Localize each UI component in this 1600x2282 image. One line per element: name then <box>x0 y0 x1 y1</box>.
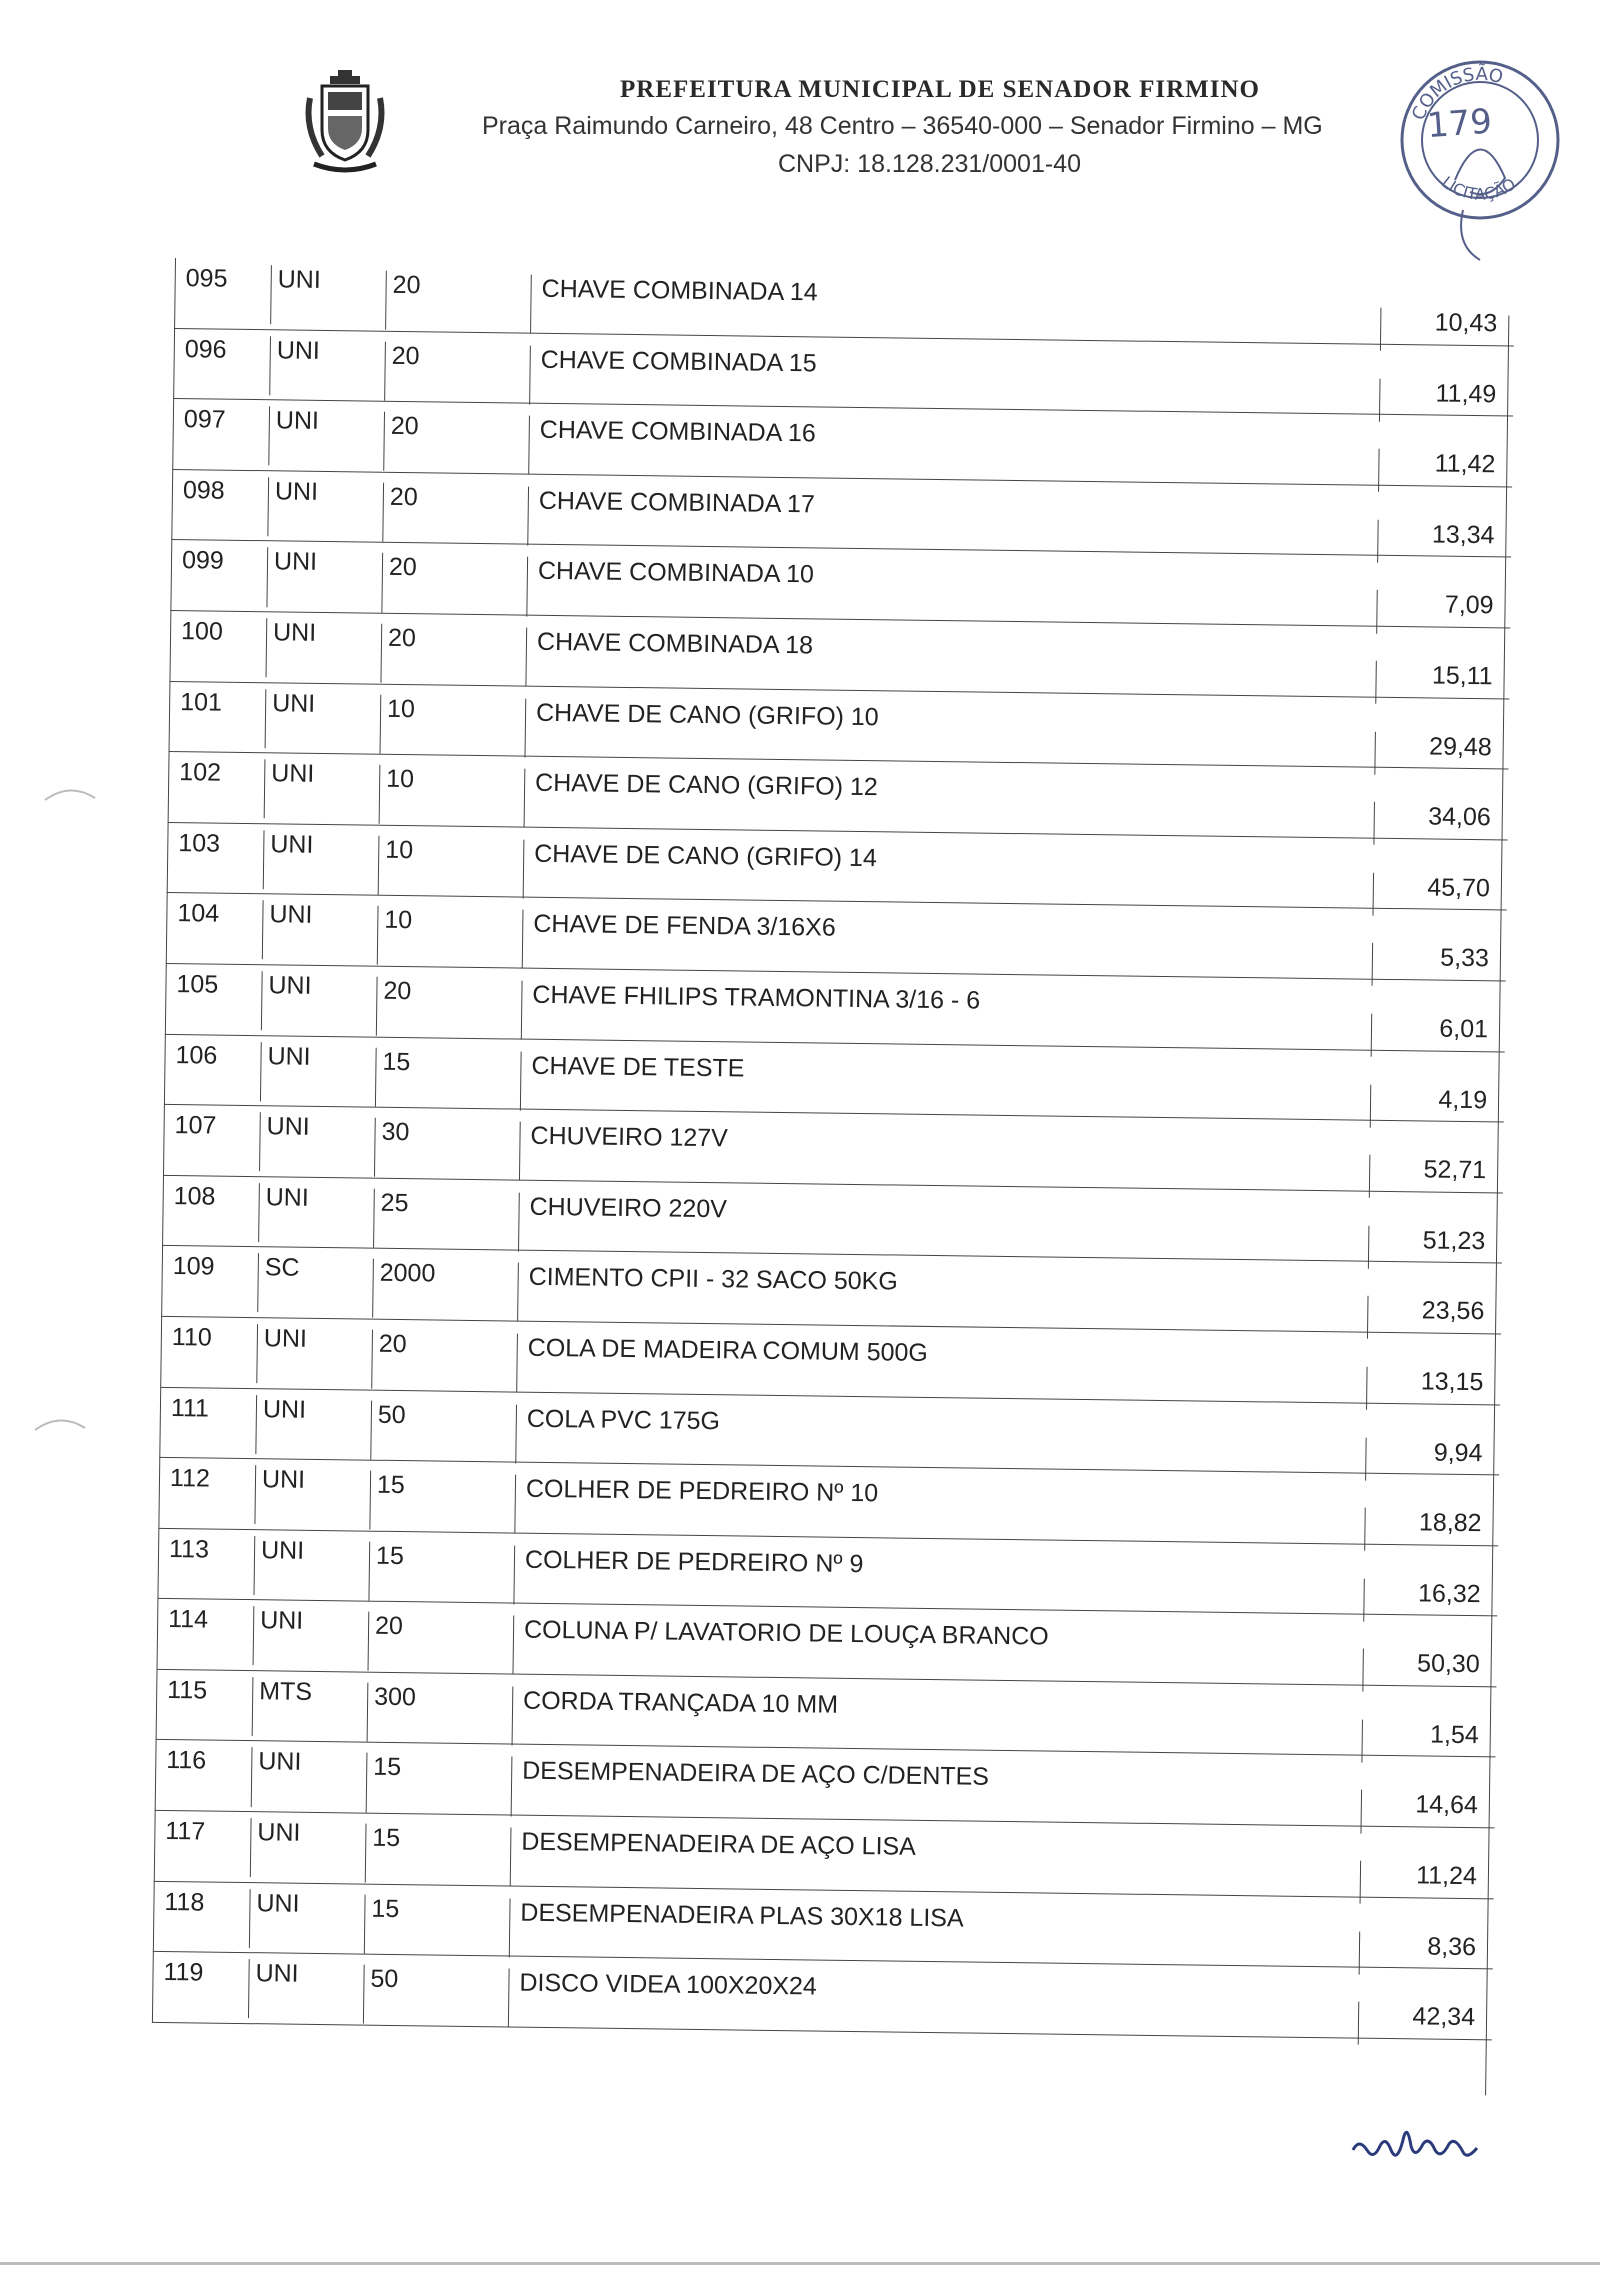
header-title: PREFEITURA MUNICIPAL DE SENADOR FIRMINO <box>620 76 1260 103</box>
stamp-page-number: 179 <box>1425 101 1494 147</box>
item-description: CHAVE COMBINADA 10 <box>526 557 1377 627</box>
item-quantity: 10 <box>379 765 415 825</box>
item-quantity: 10 <box>380 694 416 754</box>
item-unit-price: 23,56 <box>1367 1296 1493 1341</box>
item-description: CHAVE FHILIPS TRAMONTINA 3/16 - 6 <box>521 981 1372 1051</box>
item-quantity: 20 <box>368 1612 404 1672</box>
item-unit: UNI <box>269 336 320 396</box>
item-unit-price: 10,43 <box>1380 308 1506 353</box>
item-unit-price: 52,71 <box>1369 1155 1495 1200</box>
item-unit-price: 11,42 <box>1378 449 1504 494</box>
item-number: 108 <box>173 1181 216 1211</box>
item-number: 105 <box>176 970 219 999</box>
item-quantity: 15 <box>364 1894 400 1954</box>
commission-stamp-icon <box>1385 60 1575 270</box>
item-description: CHAVE COMBINADA 17 <box>527 486 1378 556</box>
table-body <box>152 258 1515 2040</box>
item-unit: UNI <box>254 1465 305 1525</box>
item-description: CHAVE COMBINADA 16 <box>528 416 1379 486</box>
item-number: 104 <box>177 899 220 928</box>
item-unit: UNI <box>261 971 312 1031</box>
item-unit-price: 7,09 <box>1376 590 1502 635</box>
item-unit-price: 4,19 <box>1370 1084 1496 1129</box>
item-number: 098 <box>182 475 225 505</box>
item-number: 110 <box>171 1322 212 1352</box>
item-number: 101 <box>180 687 223 717</box>
item-description: CORDA TRANÇADA 10 MM <box>512 1686 1363 1756</box>
item-number: 103 <box>178 828 221 858</box>
item-unit-price: 1,54 <box>1361 1720 1487 1765</box>
item-unit-price: 13,15 <box>1366 1367 1492 1412</box>
item-description: CIMENTO CPII - 32 SACO 50KG <box>517 1263 1368 1333</box>
item-number: 111 <box>170 1393 210 1423</box>
price-table <box>151 258 1514 2075</box>
item-unit-price: 42,34 <box>1358 2002 1484 2047</box>
item-quantity: 20 <box>376 977 412 1037</box>
item-unit-price: 50,30 <box>1362 1649 1488 1694</box>
municipal-crest-icon <box>300 68 390 178</box>
item-quantity: 20 <box>380 624 416 684</box>
scan-edge <box>0 2262 1600 2265</box>
item-unit-price: 18,82 <box>1364 1508 1490 1553</box>
item-quantity: 10 <box>378 835 414 895</box>
item-number: 119 <box>163 1958 204 1987</box>
item-number: 106 <box>175 1040 218 1070</box>
item-unit-price: 29,48 <box>1374 731 1500 776</box>
item-unit: UNI <box>260 1042 311 1102</box>
item-description: CHAVE DE TESTE <box>520 1051 1371 1121</box>
item-quantity: 15 <box>366 1753 402 1813</box>
item-unit: UNI <box>266 548 317 608</box>
item-unit-price: 16,32 <box>1363 1578 1489 1623</box>
item-number: 102 <box>179 758 222 787</box>
item-description: CHAVE DE CANO (GRIFO) 14 <box>523 839 1374 909</box>
item-description: CHAVE DE CANO (GRIFO) 12 <box>524 769 1375 839</box>
signature-initials-icon <box>1345 2110 1485 2180</box>
item-number: 116 <box>166 1746 207 1776</box>
item-quantity: 20 <box>371 1330 407 1390</box>
item-number: 096 <box>184 334 227 364</box>
svg-text:COMISSÃO: COMISSÃO <box>1408 63 1506 124</box>
item-description: DESEMPENADEIRA PLAS 30X18 LISA <box>509 1898 1360 1968</box>
item-unit-price: 11,49 <box>1379 378 1505 423</box>
item-unit: UNI <box>267 477 318 537</box>
item-quantity: 20 <box>381 553 417 613</box>
item-quantity: 25 <box>373 1188 409 1248</box>
svg-text:LICITAÇÃO: LICITAÇÃO <box>1437 172 1520 204</box>
item-unit: UNI <box>265 689 316 749</box>
item-unit-price: 8,36 <box>1359 1931 1485 1976</box>
item-unit-price: 5,33 <box>1372 943 1498 988</box>
item-description: COLA PVC 175G <box>515 1404 1366 1474</box>
item-unit-price: 51,23 <box>1368 1225 1494 1270</box>
item-unit: UNI <box>256 1324 307 1384</box>
item-description: DESEMPENADEIRA DE AÇO C/DENTES <box>511 1757 1362 1827</box>
item-unit-price: 11,24 <box>1360 1861 1486 1906</box>
punch-mark-icon <box>40 780 100 820</box>
item-quantity: 20 <box>383 412 419 472</box>
item-quantity: 15 <box>369 1471 405 1531</box>
item-description: CHAVE DE CANO (GRIFO) 10 <box>524 698 1375 768</box>
item-unit: UNI <box>255 1395 306 1455</box>
item-number: 097 <box>183 405 226 434</box>
item-quantity: 30 <box>374 1118 410 1178</box>
item-description: DISCO VIDEA 100X20X24 <box>508 1969 1359 2039</box>
letterhead <box>0 60 1600 210</box>
item-description: COLHER DE PEDREIRO Nº 9 <box>513 1545 1364 1615</box>
item-quantity: 20 <box>382 483 418 543</box>
item-number: 109 <box>172 1252 215 1281</box>
item-unit-price: 15,11 <box>1375 661 1501 706</box>
item-unit-price: 14,64 <box>1360 1790 1486 1835</box>
item-number: 118 <box>164 1887 205 1917</box>
item-unit: UNI <box>253 1606 304 1666</box>
item-description: COLUNA P/ LAVATORIO DE LOUÇA BRANCO <box>512 1616 1363 1686</box>
item-description: COLA DE MADEIRA COMUM 500G <box>516 1333 1367 1403</box>
item-unit: MTS <box>252 1677 313 1737</box>
item-description: COLHER DE PEDREIRO Nº 10 <box>514 1475 1365 1545</box>
item-unit-price: 9,94 <box>1365 1437 1491 1482</box>
item-number: 115 <box>167 1675 208 1705</box>
item-quantity: 20 <box>384 341 420 401</box>
item-quantity: 15 <box>375 1047 411 1107</box>
item-number: 099 <box>181 546 224 576</box>
item-unit: UNI <box>262 901 313 961</box>
item-description: DESEMPENADEIRA DE AÇO LISA <box>510 1828 1361 1898</box>
item-number: 095 <box>185 264 228 293</box>
item-description: CHAVE COMBINADA 15 <box>529 345 1380 415</box>
item-description: CHUVEIRO 127V <box>519 1122 1370 1192</box>
item-unit-price: 45,70 <box>1372 872 1498 917</box>
item-number: 112 <box>169 1464 211 1493</box>
item-number: 107 <box>174 1111 217 1140</box>
item-unit: UNI <box>248 1959 299 2019</box>
item-quantity: 15 <box>368 1541 404 1601</box>
item-unit: UNI <box>268 406 319 466</box>
item-number: 114 <box>167 1605 209 1634</box>
item-unit: SC <box>257 1253 300 1313</box>
item-quantity: 2000 <box>372 1259 435 1319</box>
item-description: CHAVE COMBINADA 14 <box>530 275 1381 345</box>
item-number: 100 <box>180 617 224 646</box>
item-unit-price: 13,34 <box>1377 520 1503 565</box>
item-unit: UNI <box>263 830 314 890</box>
item-unit: UNI <box>266 618 317 678</box>
item-unit: UNI <box>249 1889 300 1949</box>
item-unit: UNI <box>250 1818 301 1878</box>
item-quantity: 50 <box>370 1400 406 1460</box>
item-description: CHAVE COMBINADA 18 <box>525 628 1376 698</box>
item-description: CHAVE DE FENDA 3/16X6 <box>522 910 1373 980</box>
header-address: Praça Raimundo Carneiro, 48 Centro – 36540-000 – Senador Firmino – MG <box>482 112 1323 140</box>
item-unit-price: 34,06 <box>1373 802 1499 847</box>
header-cnpj: CNPJ: 18.128.231/0001-40 <box>778 150 1081 178</box>
item-number: 113 <box>168 1534 210 1564</box>
item-quantity: 300 <box>367 1683 416 1743</box>
item-quantity: 15 <box>365 1824 401 1884</box>
punch-mark-icon <box>30 1410 90 1450</box>
item-number: 117 <box>165 1817 206 1846</box>
item-quantity: 20 <box>385 271 421 331</box>
item-unit: UNI <box>264 759 315 819</box>
item-unit: UNI <box>254 1536 305 1596</box>
item-unit-price: 6,01 <box>1371 1014 1497 1059</box>
item-description: CHUVEIRO 220V <box>518 1192 1369 1262</box>
item-unit: UNI <box>270 265 321 325</box>
item-quantity: 50 <box>363 1965 399 2025</box>
item-unit: UNI <box>251 1748 302 1808</box>
item-unit: UNI <box>259 1112 310 1172</box>
item-quantity: 10 <box>377 906 413 966</box>
item-unit: UNI <box>258 1183 309 1243</box>
